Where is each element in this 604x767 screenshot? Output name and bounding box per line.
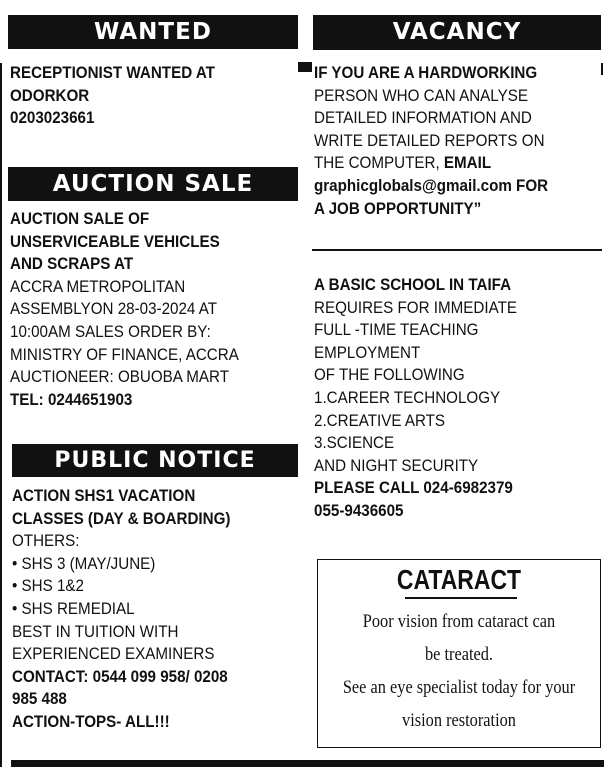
vacancy-email: graphicglobals@gmail.com FOR [314, 176, 549, 195]
cataract-line: See an eye specialist today for your [342, 677, 576, 698]
notice-line: EXPERIENCED EXAMINERS [12, 645, 215, 664]
notice-contact: 985 488 [12, 690, 67, 709]
public-notice-ad [12, 485, 230, 734]
notice-line: BEST IN TUITION WITH [12, 622, 179, 641]
bottom-bar [11, 760, 604, 767]
school-line: 2.CREATIVE ARTS [314, 411, 446, 430]
notice-contact: CONTACT: 0544 099 958/ 0208 [12, 667, 228, 686]
right-column-rule [601, 63, 603, 75]
vacancy-line: WRITE DETAILED REPORTS ON [314, 131, 545, 150]
public-notice-header: PUBLIC NOTICE [12, 444, 298, 477]
school-title: A BASIC SCHOOL IN TAIFA [314, 276, 512, 294]
vacancy-plain-text: THE COMPUTER, [314, 154, 444, 173]
school-line: OF THE FOLLOWING [314, 366, 465, 385]
vacancy-line [314, 152, 548, 175]
notice-line: • SHS REMEDIAL [12, 599, 135, 618]
auction-line: ACCRA METROPOLITAN [10, 277, 186, 296]
wanted-ad [10, 62, 215, 130]
vacancy-ad-1 [314, 62, 548, 220]
cataract-line: be treated. [424, 644, 494, 665]
notice-line: • SHS 1&2 [12, 577, 84, 596]
auction-bold-line: AND SCRAPS AT [10, 255, 134, 274]
auction-sale-ad [10, 208, 239, 411]
notice-bold-line: ACTION SHS1 VACATION [12, 487, 196, 505]
school-line: 1.CAREER TECHNOLOGY [314, 388, 501, 407]
cataract-title-underline [405, 597, 517, 599]
auction-tel: TEL: 0244651903 [10, 390, 133, 409]
vacancy-bold-line: A JOB OPPORTUNITY” [314, 199, 482, 218]
notice-line: OTHERS: [12, 532, 80, 551]
school-line: REQUIRES FOR IMMEDIATE [314, 298, 517, 317]
auction-line: MINISTRY OF FINANCE, ACCRA [10, 345, 239, 364]
wanted-header: WANTED [8, 15, 298, 49]
school-line: 3.SCIENCE [314, 434, 395, 453]
wanted-phone: 0203023661 [10, 109, 95, 128]
school-line: FULL -TIME TEACHING [314, 321, 479, 340]
auction-line: 10:00AM SALES ORDER BY: [10, 322, 211, 341]
notice-bold-line: CLASSES (DAY & BOARDING) [12, 509, 231, 528]
auction-sale-header: AUCTION SALE [8, 167, 298, 201]
vacancy-header: VACANCY [313, 15, 601, 50]
school-phone: 055-9436605 [314, 501, 404, 520]
vacancy-lead-line: IF YOU ARE A HARDWORKING [314, 64, 538, 82]
vacancy-ad-2 [314, 274, 517, 523]
notice-contact: ACTION-TOPS- ALL!!! [12, 712, 170, 731]
left-column-rule [0, 63, 2, 767]
vacancy-top-rule [298, 62, 312, 72]
cataract-body [318, 605, 600, 737]
school-line: EMPLOYMENT [314, 343, 421, 362]
wanted-line: ODORKOR [10, 86, 90, 105]
cataract-title: CATARACT [396, 564, 522, 595]
notice-line: • SHS 3 (MAY/JUNE) [12, 554, 156, 573]
auction-line: ASSEMBLYON 28-03-2024 AT [10, 300, 217, 319]
wanted-line: RECEPTIONIST WANTED AT [10, 64, 215, 82]
vacancy-email-label: EMAIL [443, 154, 492, 173]
vacancy-divider [312, 249, 602, 251]
school-line: AND NIGHT SECURITY [314, 456, 479, 475]
cataract-line: Poor vision from cataract can [362, 611, 556, 632]
vacancy-line: PERSON WHO CAN ANALYSE [314, 86, 528, 105]
cataract-ad [317, 559, 601, 748]
auction-line: AUCTIONEER: OBUOBA MART [10, 368, 230, 387]
cataract-line: vision restoration [402, 710, 516, 731]
vacancy-line: DETAILED INFORMATION AND [314, 109, 532, 128]
auction-bold-line: AUCTION SALE OF [10, 210, 150, 228]
auction-bold-line: UNSERVICEABLE VEHICLES [10, 232, 220, 251]
school-phone: PLEASE CALL 024-6982379 [314, 479, 513, 498]
